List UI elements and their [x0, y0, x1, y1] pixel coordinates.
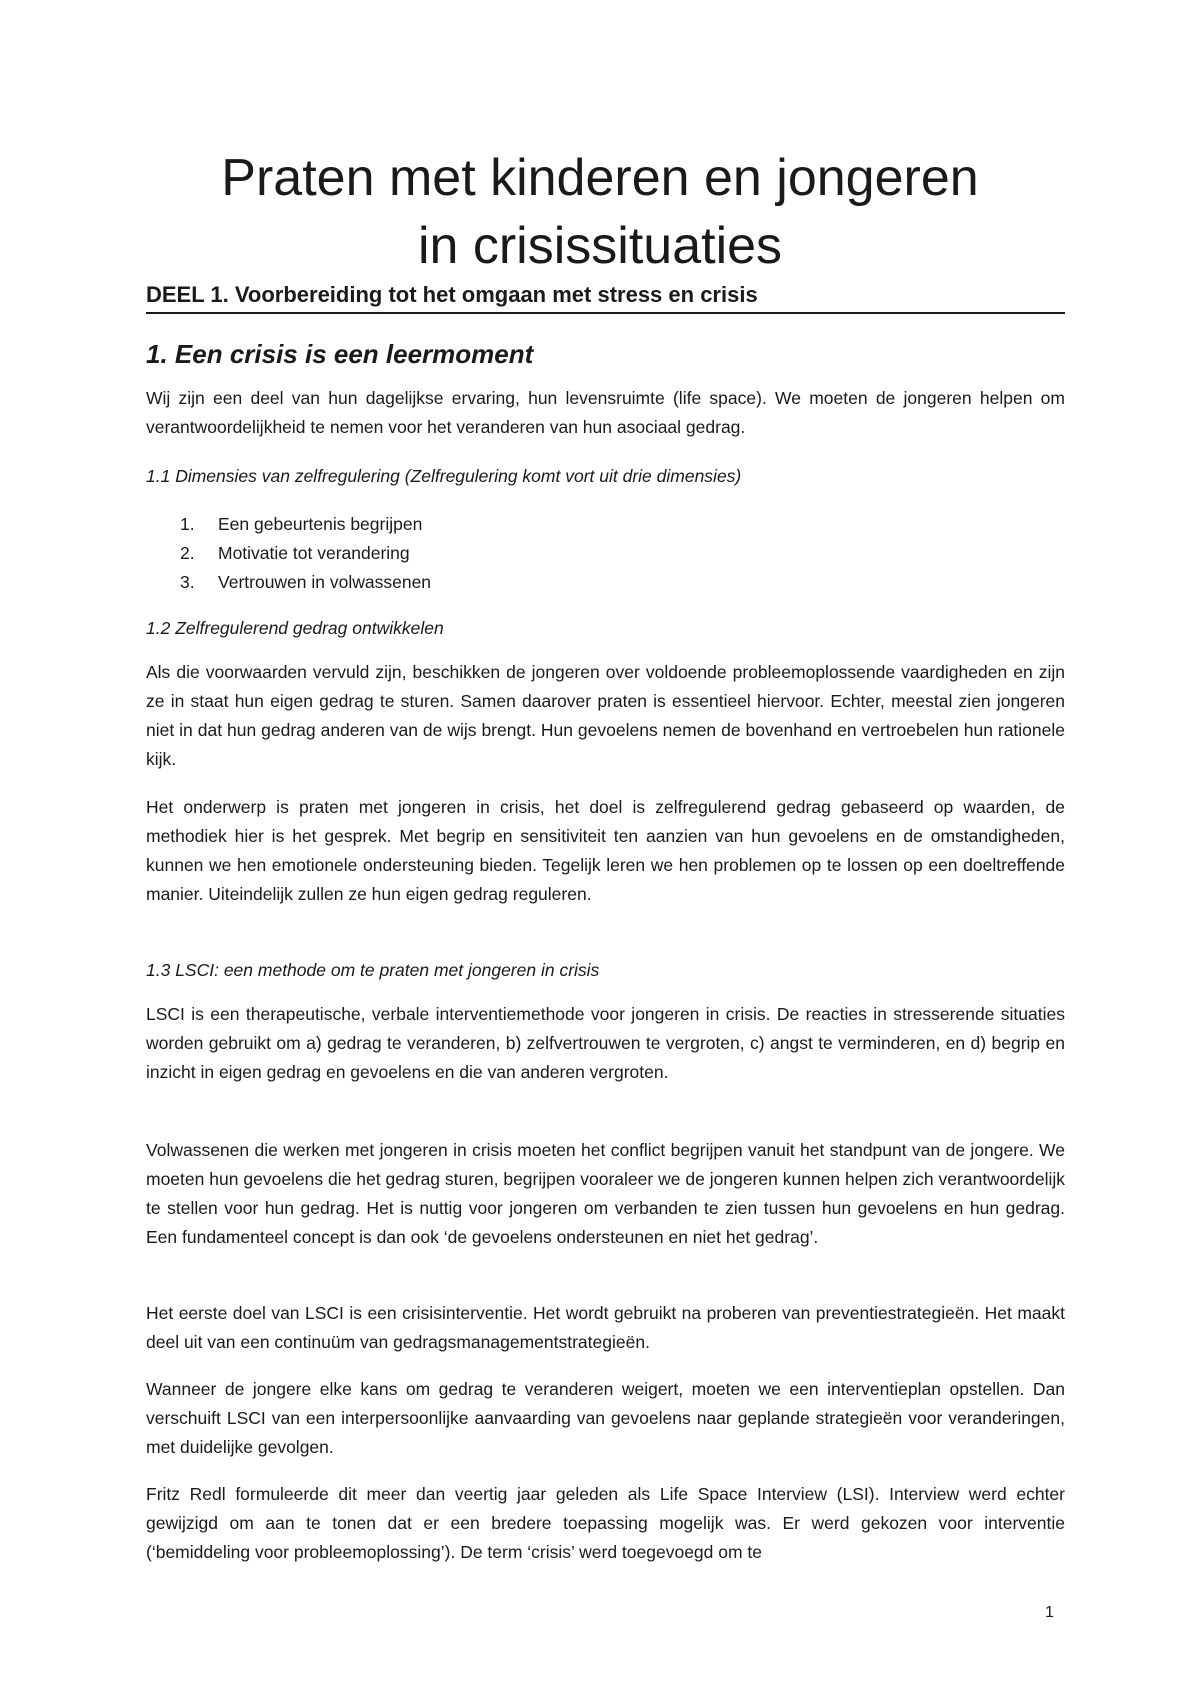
document-title [100, 144, 1100, 280]
title-line-1: Praten met kinderen en jongeren [221, 149, 979, 207]
paragraph-6: Wanneer de jongere elke kans om gedrag te veranderen weigert, moeten we een interventieplan opstellen. Dan verschuift LSCI van een interpersoonlijke aanvaarding van gevoelens naar geplande strategieën voor veranderingen, met duidelijke gevolgen. [146, 1379, 1065, 1457]
subheading-1-2: 1.2 Zelfregulerend gedrag ontwikkelen [146, 618, 444, 638]
paragraph-3: LSCI is een therapeutische, verbale interventiemethode voor jongeren in crisis. De reacties in stresserende situaties worden gebruikt om a) gedrag te veranderen, b) zelfvertrouwen te vergroten, c) angst te verminderen, en d) begrip en inzicht in eigen gedrag en gevoelens en die van anderen vergroten. [146, 1004, 1065, 1082]
paragraph-2: Het onderwerp is praten met jongeren in crisis, het doel is zelfregulerend gedrag gebaseerd op waarden, de methodiek hier is het gesprek. Met begrip en sensitiviteit ten aanzien van hun gevoelens en de omstandigheden, kunnen we hen emotionele ondersteuning bieden. Tegelijk leren we hen problemen op te lossen op een doeltreffende manier. Uiteindelijk zullen ze hun eigen gedrag reguleren. [146, 797, 1065, 904]
list-item [146, 510, 431, 539]
list-item [146, 539, 431, 568]
list-item-number: 2. [180, 543, 195, 563]
dimensions-list [146, 510, 431, 597]
title-line-2: in crisissituaties [417, 217, 783, 275]
subheading-1-1: 1.1 Dimensies van zelfregulering (Zelfregulering komt vort uit drie dimensies) [146, 466, 742, 486]
paragraph-5: Het eerste doel van LSCI is een crisisinterventie. Het wordt gebruikt na proberen van preventiestrategieën. Het maakt deel uit van een continuüm van gedragsmanagementstrategieën. [146, 1303, 1065, 1352]
list-item-number: 3. [180, 572, 195, 592]
list-item [146, 568, 431, 597]
list-item-text: Vertrouwen in volwassenen [218, 572, 432, 592]
list-item-text: Motivatie tot verandering [218, 543, 410, 563]
section-heading: 1. Een crisis is een leermoment [146, 339, 534, 369]
list-item-text: Een gebeurtenis begrijpen [218, 514, 423, 534]
paragraph-1: Als die voorwaarden vervuld zijn, beschikken de jongeren over voldoende probleemoplossende vaardigheden en zijn ze in staat hun eigen gedrag te sturen. Samen daarover praten is essentieel hiervoor. Echter, meestal zien jongeren niet in dat hun gedrag anderen van de wijs brengt. Hun gevoelens nemen de bovenhand en vertroebelen hun rationele kijk. [146, 662, 1065, 769]
page-number: 1 [1045, 1604, 1054, 1621]
paragraph-4: Volwassenen die werken met jongeren in crisis moeten het conflict begrijpen vanuit het standpunt van de jongere. We moeten hun gevoelens die het gedrag sturen, begrijpen vooraleer we de jongeren kunnen helpen zich verantwoordelijk te stellen voor hun gedrag. Het is nuttig voor jongeren om verbanden te zien tussen hun gevoelens en hun gedrag. Een fundamenteel concept is dan ook ‘de gevoelens ondersteunen en niet het gedrag’. [146, 1140, 1065, 1247]
subheading-1-3: 1.3 LSCI: een methode om te praten met jongeren in crisis [146, 960, 600, 980]
list-item-number: 1. [180, 514, 195, 534]
paragraph-7: Fritz Redl formuleerde dit meer dan veertig jaar geleden als Life Space Interview (LSI). Interview werd echter gewijzigd om aan te tonen dat er een bredere toepassing mogelijk was. Er werd gekozen voor interventie (‘bemiddeling voor probleemoplossing’). De term ‘crisis’ werd toegevoegd om te [146, 1484, 1065, 1562]
intro-paragraph: Wij zijn een deel van hun dagelijkse ervaring, hun levensruimte (life space). We moeten de jongeren helpen om verantwoordelijkheid te nemen voor het veranderen van hun asociaal gedrag. [146, 388, 1065, 437]
part-heading: DEEL 1. Voorbereiding tot het omgaan met stress en crisis [146, 280, 1065, 314]
